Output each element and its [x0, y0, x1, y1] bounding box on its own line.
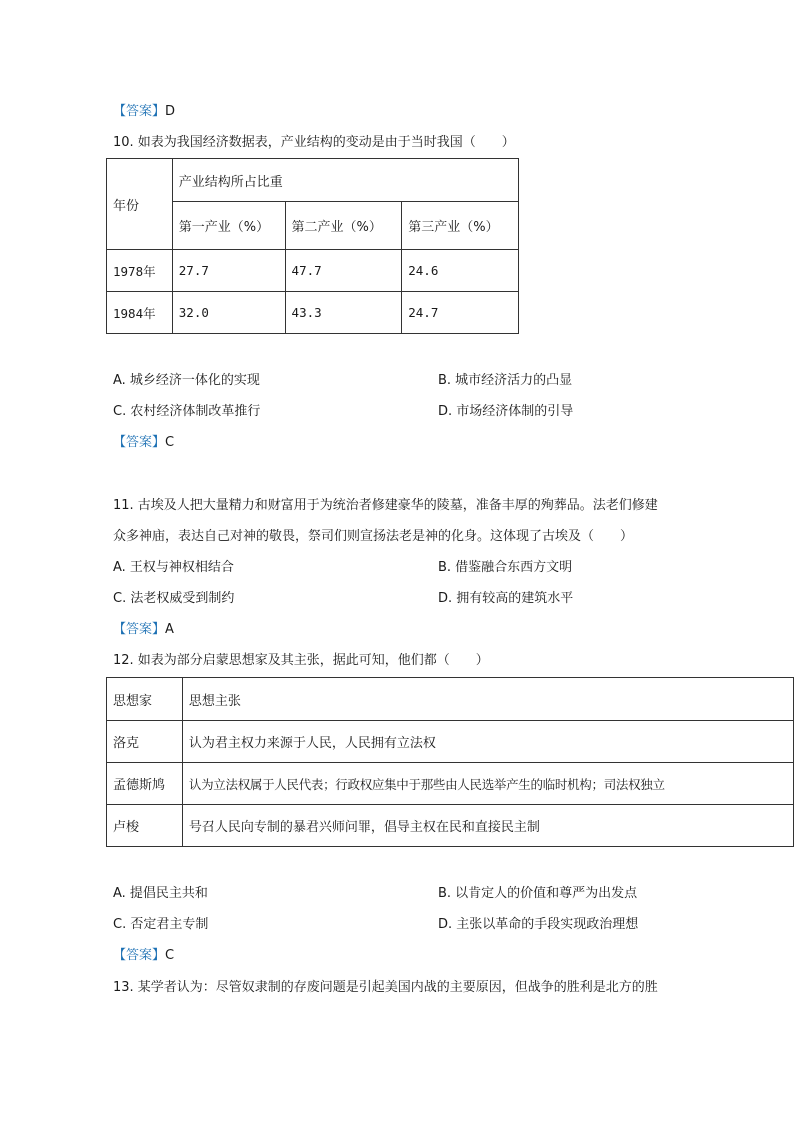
q10-year-cell: 1984年 [107, 292, 173, 334]
q10-stem: 10. 如表为我国经济数据表，产业结构的变动是由于当时我国（ ） [113, 135, 515, 150]
q10-option-b[interactable]: B. 城市经济活力的凸显 [438, 373, 573, 388]
q10-answer [113, 434, 174, 452]
q12-answer [113, 947, 174, 965]
answer-tag: 【答案】 [113, 622, 166, 637]
q9-answer [113, 103, 175, 121]
q11-stem-line1: 11. 古埃及人把大量精力和财富用于为统治者修建豪华的陵墓，准备丰厚的殉葬品。法老们修建 [113, 498, 658, 513]
table-header-row [107, 678, 794, 721]
q11-option-b[interactable]: B. 借鉴融合东西方文明 [438, 560, 573, 575]
q11-option-c[interactable]: C. 法老权威受到制约 [113, 591, 235, 606]
answer-tag: 【答案】 [113, 435, 166, 450]
table-row [107, 250, 519, 292]
q12-header-idea: 思想主张 [182, 678, 793, 721]
q10-group-header: 产业结构所占比重 [172, 159, 518, 202]
q12-header-thinker: 思想家 [107, 678, 183, 721]
answer-value: D [165, 104, 176, 119]
q10-value-cell: 24.7 [402, 292, 519, 334]
q12-option-a[interactable]: A. 提倡民主共和 [113, 886, 208, 901]
q12-option-c[interactable]: C. 否定君主专制 [113, 917, 209, 932]
q13-stem-line1: 13. 某学者认为：尽管奴隶制的存废问题是引起美国内战的主要原因，但战争的胜利是北方的胜 [113, 980, 658, 995]
q10-value-cell: 32.0 [172, 292, 285, 334]
table-row [107, 721, 794, 763]
q10-option-c[interactable]: C. 农村经济体制改革推行 [113, 404, 261, 419]
q11-stem-line2: 众多神庙，表达自己对神的敬畏，祭司们则宣扬法老是神的化身。这体现了古埃及（ ） [113, 529, 634, 544]
q10-table [106, 158, 519, 334]
q10-value-cell: 43.3 [285, 292, 402, 334]
q12-option-b[interactable]: B. 以肯定人的价值和尊严为出发点 [438, 886, 638, 901]
q12-idea-cell: 号召人民向专制的暴君兴师问罪，倡导主权在民和直接民主制 [182, 805, 793, 847]
q10-year-header: 年份 [107, 159, 173, 250]
q12-idea-cell: 认为立法权属于人民代表；行政权应集中于那些由人民选举产生的临时机构；司法权独立 [182, 763, 793, 805]
q12-table [106, 677, 794, 847]
q12-thinker-cell: 卢梭 [107, 805, 183, 847]
q12-idea-cell: 认为君主权力来源于人民，人民拥有立法权 [182, 721, 793, 763]
q10-year-cell: 1978年 [107, 250, 173, 292]
answer-value: A [165, 622, 174, 637]
q10-col-header: 第三产业（%） [402, 202, 519, 250]
q11-option-a[interactable]: A. 王权与神权相结合 [113, 560, 234, 575]
q10-col-header: 第一产业（%） [172, 202, 285, 250]
table-row [107, 805, 794, 847]
q10-value-cell: 47.7 [285, 250, 402, 292]
answer-value: C [165, 948, 175, 963]
q10-value-cell: 27.7 [172, 250, 285, 292]
q12-thinker-cell: 洛克 [107, 721, 183, 763]
answer-value: C [165, 435, 175, 450]
q11-answer [113, 621, 174, 639]
q12-stem: 12. 如表为部分启蒙思想家及其主张，据此可知，他们都（ ） [113, 653, 489, 668]
table-row [107, 292, 519, 334]
answer-tag: 【答案】 [113, 104, 166, 119]
q10-col-header: 第二产业（%） [285, 202, 402, 250]
q10-option-a[interactable]: A. 城乡经济一体化的实现 [113, 373, 260, 388]
q12-option-d[interactable]: D. 主张以革命的手段实现政治理想 [438, 917, 639, 932]
table-row [107, 763, 794, 805]
q11-option-d[interactable]: D. 拥有较高的建筑水平 [438, 591, 574, 606]
answer-tag: 【答案】 [113, 948, 166, 963]
q12-thinker-cell: 孟德斯鸠 [107, 763, 183, 805]
q10-value-cell: 24.6 [402, 250, 519, 292]
q10-option-d[interactable]: D. 市场经济体制的引导 [438, 404, 574, 419]
